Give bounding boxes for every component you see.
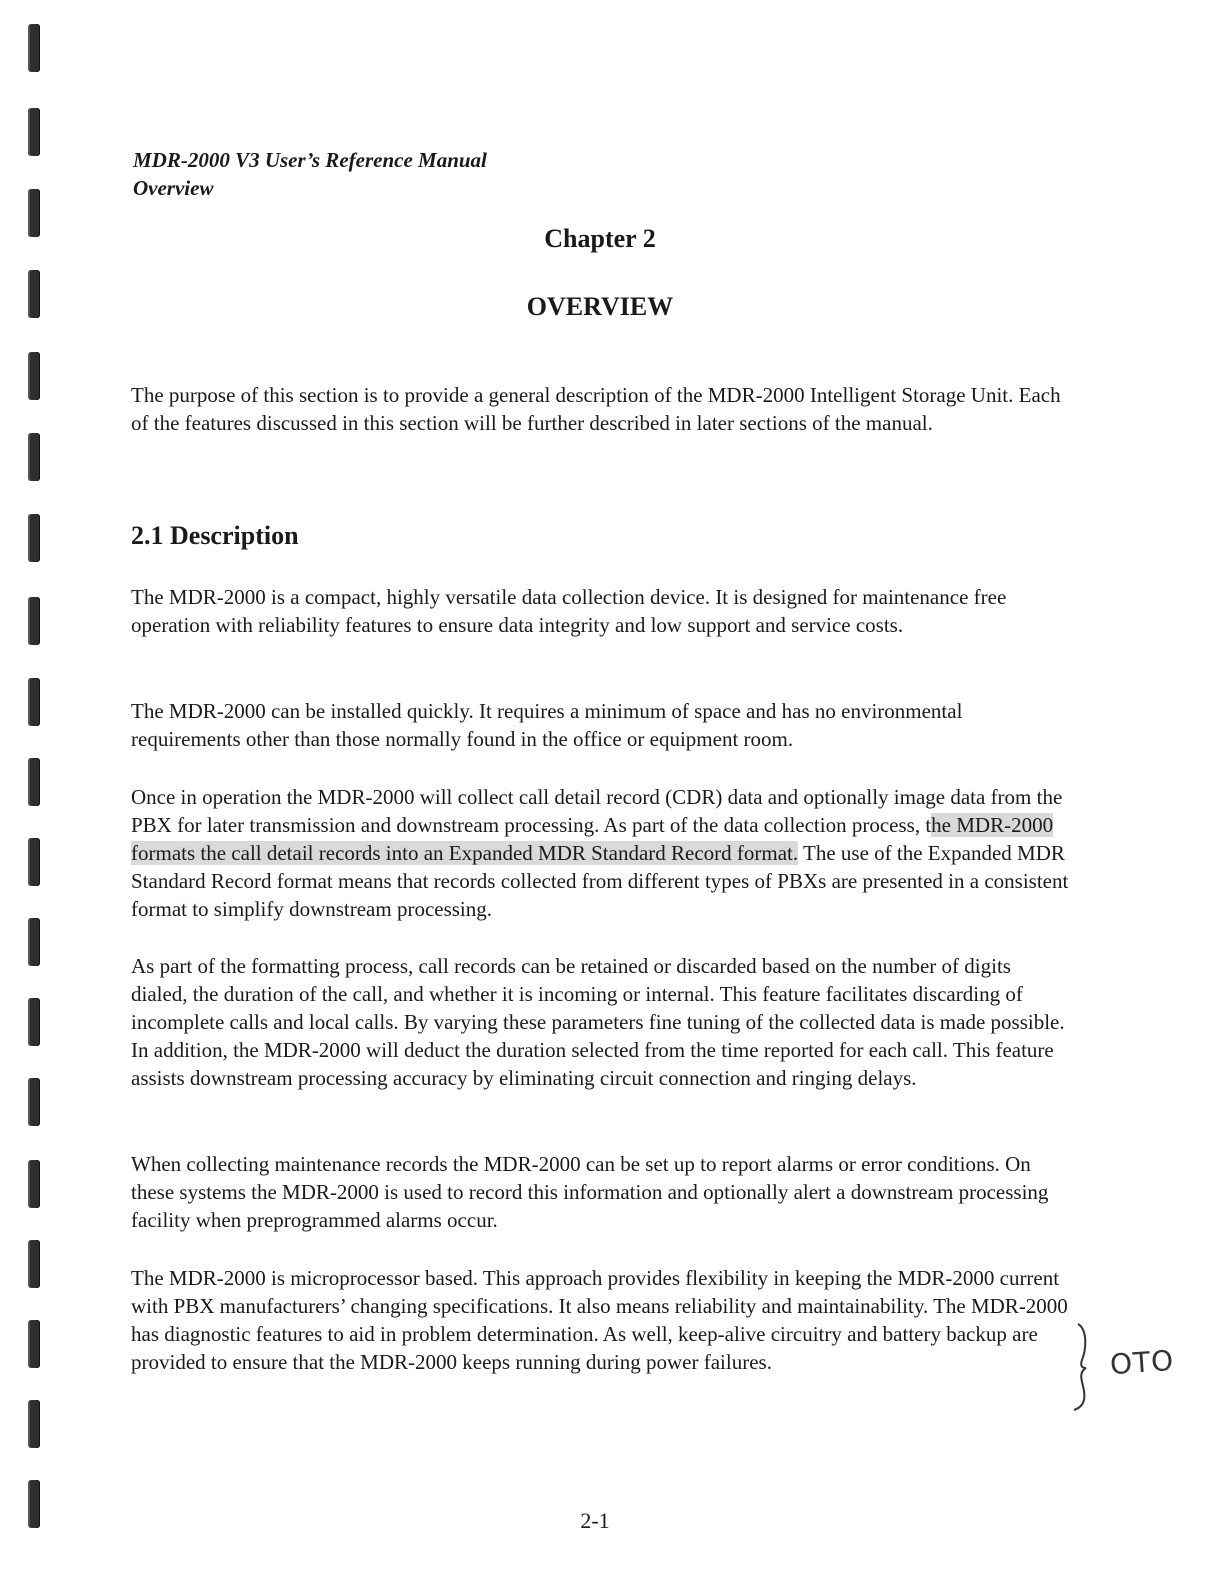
binding-hole (28, 352, 40, 400)
binding-hole (28, 758, 40, 806)
chapter-title: OVERVIEW (526, 292, 674, 321)
binding-hole (28, 838, 40, 886)
brace-mark-icon (1072, 1322, 1112, 1412)
binding-hole (28, 1160, 40, 1208)
description-paragraph-4: As part of the formatting process, call records can be retained or discarded based on the number of digits dialed, the duration of the call, and whether it is incoming or internal. This feature facilitates discarding of incomplete calls and local calls. By varying these parameters fine tuning of the collected data is made possible. In addition, the MDR-2000 will deduct the duration selected from the time reported for each call. This feature assists downstream processing accuracy by eliminating circuit connection and ringing delays. (131, 954, 1065, 1090)
description-paragraph-2: The MDR-2000 can be installed quickly. It requires a minimum of space and has no environmental requirements other than those normally found in the office or equipment room. (131, 699, 963, 751)
description-paragraph-5: When collecting maintenance records the MDR-2000 can be set up to report alarms or error conditions. On these systems the MDR-2000 is used to record this information and optionally alert a downstream processing facility when preprogrammed alarms occur. (131, 1152, 1049, 1232)
binding-hole (28, 1240, 40, 1288)
page-number: 2-1 (580, 1508, 610, 1533)
binding-hole (28, 1400, 40, 1448)
binding-hole (28, 678, 40, 726)
description-paragraph-6: The MDR-2000 is microprocessor based. This approach provides flexibility in keeping the MDR-2000 current with PBX manufacturers’ changing specifications. It also means reliability and maintainability. The MDR-2000 has diagnostic features to aid in problem determination. As well, keep-alive circuitry and battery backup are provided to ensure that the MDR-2000 keeps running during power failures. (131, 1266, 1068, 1374)
chapter-label: Chapter 2 (544, 224, 656, 253)
handwritten-margin-note (1072, 1322, 1182, 1412)
description-paragraph-1: The MDR-2000 is a compact, highly versatile data collection device. It is designed for maintenance free operation with reliability features to ensure data integrity and low support and service costs. (131, 585, 1007, 637)
section-heading: 2.1 Description (131, 521, 299, 550)
binding-hole (28, 998, 40, 1046)
p3-text-after: The use of the Expanded MDR Standard Record format means that records collected from different types of PBXs are presented in a consistent format to simplify downstream processing. (131, 841, 1069, 921)
binding-hole (28, 24, 40, 72)
manual-title: MDR-2000 V3 User’s Reference Manual (133, 148, 487, 172)
margin-note-text: OTO (1108, 1343, 1176, 1382)
binding-hole (28, 433, 40, 481)
binding-hole (28, 597, 40, 645)
intro-paragraph: The purpose of this section is to provide a general description of the MDR-2000 Intelligent Storage Unit. Each of the features discussed in this section will be further described in later sections of the manual. (131, 383, 1061, 435)
header-section-name: Overview (133, 176, 214, 200)
binding-hole (28, 514, 40, 562)
binding-hole (28, 1320, 40, 1368)
p3-text-before: Once in operation the MDR-2000 will collect call detail record (CDR) data and optionally image data from the PBX for later transmission and downstream processing. As part of the data collection process, t (131, 785, 1063, 837)
binding-hole (28, 1078, 40, 1126)
description-paragraph-3 (131, 783, 1071, 923)
highlighted-text: he MDR-2000 formats the call detail records into an Expanded MDR Standard Record format. (131, 813, 1054, 865)
binding-hole (28, 918, 40, 966)
running-header (133, 146, 487, 202)
binding-hole (28, 108, 40, 156)
